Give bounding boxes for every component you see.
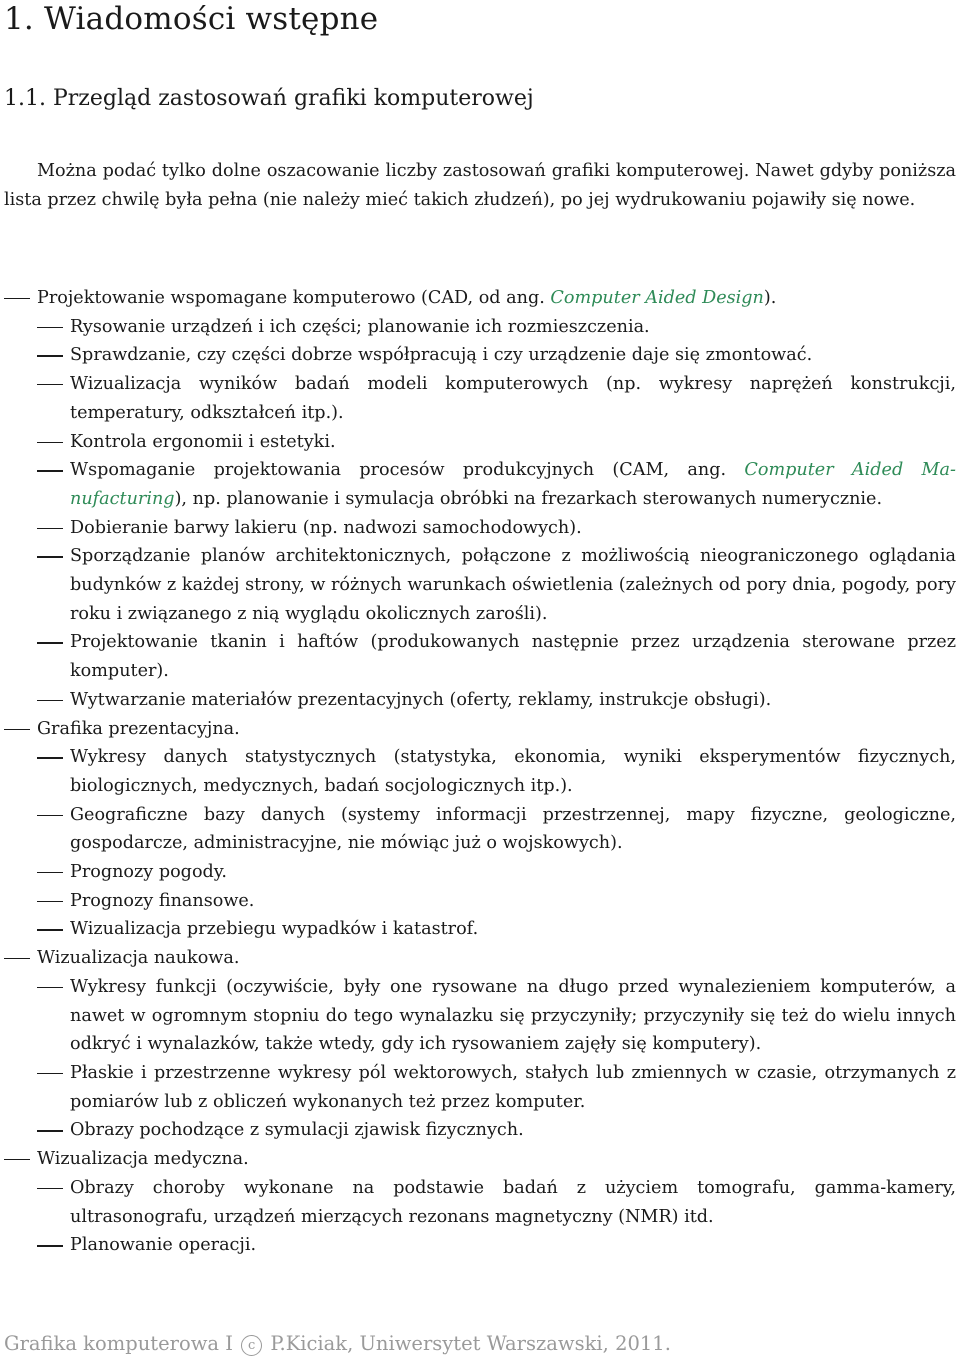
chapter-title: 1. Wiadomości wstępne xyxy=(4,1,379,37)
sub-list xyxy=(37,973,956,1145)
sub-list-item xyxy=(37,858,956,887)
sub-list-item xyxy=(37,514,956,543)
english-term: Computer Aided Design xyxy=(550,288,764,308)
item-text: Sprawdzanie, czy części dobrze współpracują i czy urządzenie daje się zmontować. xyxy=(70,345,813,366)
list-item xyxy=(4,284,956,715)
item-text: Obrazy choroby wykonane na podstawie badań z użyciem tomografu, gamma-kamery, ultrasonografu, urządzeń mierzących rezonans magnetyczny (NMR) itd. xyxy=(70,1177,956,1227)
item-text: Wspomaganie projektowania procesów produkcyjnych (CAM, ang. xyxy=(70,460,745,481)
list-item xyxy=(4,1145,956,1260)
sub-list-item xyxy=(37,686,956,715)
item-text: Kontrola ergonomii i estetyki. xyxy=(70,431,336,452)
item-text: Wytwarzanie materiałów prezentacyjnych (oferty, reklamy, instrukcje obsługi). xyxy=(70,689,772,710)
sub-list-item xyxy=(37,1174,956,1231)
list-item xyxy=(4,715,956,945)
item-text: Obrazy pochodzące z symulacji zjawisk fizycznych. xyxy=(70,1120,524,1141)
item-text: Wykresy funkcji (oczywiście, były one rysowane na długo przed wynalezieniem komputerów, a nawet w ogromnym stopniu do tego wynalazku się przyczyniły; przyczyniły się też do wielu innych odkryć i wynalazków, także wtedy, gdy ich rysowaniem zajęły się komputery). xyxy=(70,976,956,1055)
footer-course: Grafika komputerowa I xyxy=(4,1332,233,1355)
item-text: Wizualizacja naukowa. xyxy=(37,948,240,969)
sub-list xyxy=(37,1174,956,1260)
sub-list-item xyxy=(37,313,956,342)
item-text: Prognozy pogody. xyxy=(70,862,227,883)
page-footer xyxy=(4,1330,671,1358)
intro-text: Można podać tylko dolne oszacowanie liczby zastosowań grafiki komputerowej. Nawet gdyby poniższa lista przez chwilę była pełna (nie należy mieć takich złudzeń), po jej wydrukowaniu pojawiły się nowe. xyxy=(4,161,956,210)
item-text: Wykresy danych statystycznych (statystyka, ekonomia, wyniki eksperymentów fizycznych, biologicznych, medycznych, badań socjologicznych itp.). xyxy=(70,747,956,796)
sub-list-item xyxy=(37,915,956,944)
item-text: Prognozy finansowe. xyxy=(70,890,255,911)
sub-list-item xyxy=(37,743,956,800)
item-text: Grafika prezentacyjna. xyxy=(37,718,240,739)
sub-list-item xyxy=(37,1231,956,1260)
item-text: Wizualizacja wyników badań modeli komputerowych (np. wykresy naprężeń konstrukcji, temperatury, odkształceń itp.). xyxy=(70,374,956,423)
intro-paragraph xyxy=(4,157,956,215)
item-text: ), np. planowanie i symulacja obróbki na frezarkach sterowanych numerycznie. xyxy=(174,488,883,509)
sub-list-item xyxy=(37,628,956,685)
copyright-icon: c xyxy=(241,1335,262,1356)
item-text: Płaskie i przestrzenne wykresy pól wektorowych, stałych lub zmiennych w czasie, otrzymanych z pomiarów lub z obliczeń wykonanych też przez komputer. xyxy=(70,1062,956,1112)
item-text: Wizualizacja medyczna. xyxy=(37,1149,249,1170)
sub-list-item xyxy=(37,801,956,858)
sub-list-item xyxy=(37,341,956,370)
sub-list-item xyxy=(37,542,956,628)
sub-list xyxy=(37,743,956,944)
item-text: Projektowanie tkanin i haftów (produkowanych następnie przez urządzenia sterowane przez komputer). xyxy=(70,632,956,682)
sub-list xyxy=(37,313,956,715)
sub-list-item xyxy=(37,370,956,427)
item-text: Geograficzne bazy danych (systemy informacji przestrzennej, mapy fizyczne, geologiczne, gospodarcze, administracyjne, nie mówiąc już o wojskowych). xyxy=(70,804,956,854)
sub-list-item xyxy=(37,456,956,513)
list-item xyxy=(4,944,956,1145)
item-text: ). xyxy=(763,288,777,308)
item-text: Sporządzanie planów architektonicznych, połączone z możliwością nieograniczonego oglądania budynków z każdej strony, w różnych warunkach oświetlenia (zależnych od pory dnia, pogody, pory roku i związanego z nią wyglądu okolicznych zarośli). xyxy=(70,546,956,624)
sub-list-item xyxy=(37,887,956,916)
application-list xyxy=(4,284,956,1260)
sub-list-item xyxy=(37,428,956,457)
english-term: Computer Aided Manufacturing xyxy=(70,460,956,509)
sub-list-item xyxy=(37,1059,956,1116)
item-text: Rysowanie urządzeń i ich części; planowanie ich rozmieszczenia. xyxy=(70,316,650,337)
sub-list-item xyxy=(37,973,956,1059)
item-text: Dobieranie barwy lakieru (np. nadwozi samochodowych). xyxy=(70,517,582,538)
item-text: Projektowanie wspomagane komputerowo (CAD, od ang. xyxy=(37,288,551,308)
section-title: 1.1. Przegląd zastosowań grafiki komputerowej xyxy=(4,86,534,111)
footer-author: P.Kiciak, Uniwersytet Warszawski, 2011. xyxy=(270,1332,671,1355)
item-text: Planowanie operacji. xyxy=(70,1235,257,1256)
sub-list-item xyxy=(37,1116,956,1145)
item-text: Wizualizacja przebiegu wypadków i katastrof. xyxy=(70,919,479,940)
